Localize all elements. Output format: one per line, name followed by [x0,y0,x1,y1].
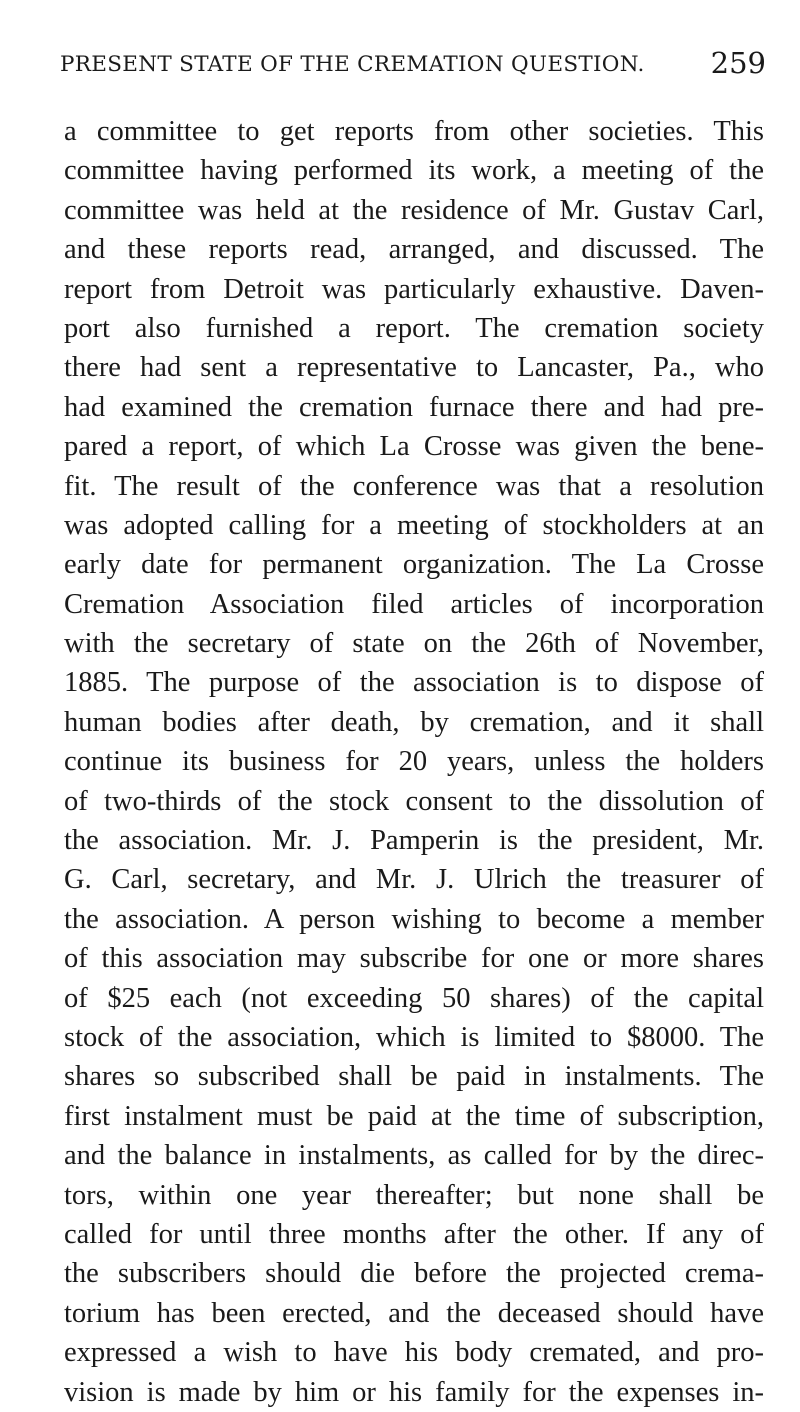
page-number: 259 [710,46,766,80]
text-line: the subscribers should die before the projected crema- [64,1258,764,1290]
text-line: of this association may subscribe for one or more shares [64,943,764,975]
text-line: committee having performed its work, a meeting of the [64,155,764,187]
text-line: shares so subscribed shall be paid in instalments. The [64,1061,764,1093]
text-line: and these reports read, arranged, and discussed. The [64,234,764,266]
text-line: had examined the cremation furnace there and had pre- [64,391,764,423]
text-line: with the secretary of state on the 26th of November, [64,628,764,660]
running-title: PRESENT STATE OF THE CREMATION QUESTION. [60,52,645,77]
text-line: a committee to get reports from other societies. This [64,116,764,147]
text-line: G. Carl, secretary, and Mr. J. Ulrich the treasurer of [64,864,764,896]
text-line: there had sent a representative to Lancaster, Pa., who [64,352,764,384]
text-line: fit. The result of the conference was that a resolution [64,470,764,502]
text-line: the association. Mr. J. Pamperin is the president, Mr. [64,825,764,857]
text-line: was adopted calling for a meeting of stockholders at an [64,509,764,541]
text-line: of two-thirds of the stock consent to the dissolution of [64,785,764,817]
text-line: Cremation Association filed articles of incorporation [64,588,764,620]
text-line: stock of the association, which is limited to $8000. The [64,1021,764,1053]
text-line: the association. A person wishing to become a member [64,903,764,935]
text-line: first instalment must be paid at the time of subscription, [64,1100,764,1132]
text-line: human bodies after death, by cremation, and it shall [64,706,764,738]
text-line: port also furnished a report. The cremation society [64,312,764,344]
text-line: vision is made by him or his family for the expenses in- [64,1376,764,1408]
text-line: tors, within one year thereafter; but none shall be [64,1179,764,1211]
text-line: of $25 each (not exceeding 50 shares) of the capital [64,982,764,1014]
running-head [0,46,800,86]
text-line: continue its business for 20 years, unless the holders [64,746,764,778]
text-line: 1885. The purpose of the association is to dispose of [64,667,764,699]
text-line: committee was held at the residence of Mr. Gustav Carl, [64,194,764,226]
text-line: and the balance in instalments, as called for by the direc- [64,1140,764,1172]
text-line: report from Detroit was particularly exhaustive. Daven- [64,273,764,305]
text-line: torium has been erected, and the deceased should have [64,1297,764,1329]
body-paragraph [64,112,764,1412]
text-line: expressed a wish to have his body cremated, and pro- [64,1337,764,1369]
text-line: early date for permanent organization. The La Crosse [64,549,764,581]
text-line: pared a report, of which La Crosse was given the bene- [64,431,764,463]
text-line: called for until three months after the other. If any of [64,1218,764,1250]
